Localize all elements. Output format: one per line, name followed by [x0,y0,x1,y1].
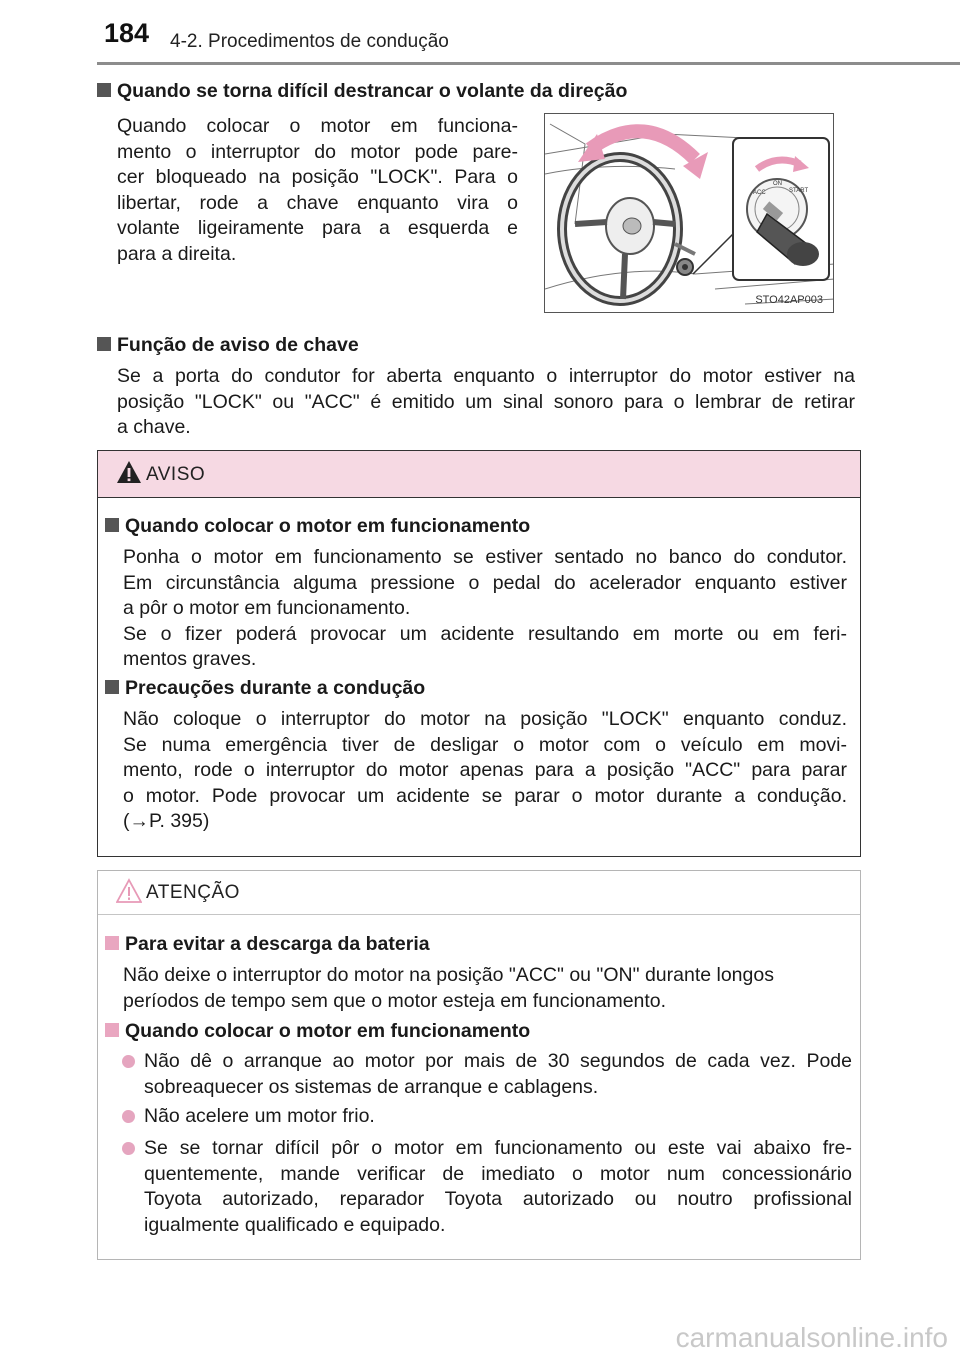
text-line: Não acelere um motor frio. [144,1105,375,1127]
warning-section-2-text [123,707,847,835]
steering-heading: Quando se torna difícil destrancar o volante da direção [97,80,627,103]
text-line: para a direita. [117,242,237,265]
notice-section-1-heading: Para evitar a descarga da bateria [105,933,430,956]
text-line: Não dê o arranque ao motor por mais de 30 segundos de cada vez. Pode [144,1050,852,1072]
text-line: Se numa emergência tiver de desligar o motor com o veículo em movi- [123,733,847,756]
round-bullet-icon [122,1055,135,1068]
key-warning-paragraph [117,364,855,441]
text-line: posição "LOCK" ou "ACC" é emitido um sinal sonoro para o lembrar de retirar [117,390,855,413]
notice-box-title: ATENÇÃO [146,882,240,903]
round-bullet-icon [122,1142,135,1155]
steering-wheel-icon [545,114,834,313]
notice-section-2-heading: Quando colocar o motor em funcionamento [105,1020,530,1043]
square-bullet-icon [97,337,111,351]
warning-box-header [98,451,860,498]
text-line: o motor. Pode provocar um acidente se parar o motor durante a condução. [123,784,847,807]
warning-section-1-heading: Quando colocar o motor em funcionamento [105,515,530,538]
text-line: mento o interruptor do motor pode pare- [117,140,518,163]
text-line: sobreaquecer os sistemas de arranque e cablagens. [144,1075,599,1098]
text-line: Se a porta do condutor for aberta enquanto o interruptor do motor estiver na [117,365,855,387]
notice-box-header [98,871,860,915]
text-line: períodos de tempo sem que o motor esteja em funcionamento. [123,989,667,1012]
text-line: libertar, rode a chave enquanto vira o [117,191,518,214]
text-line: Ponha o motor em funcionamento se estiver sentado no banco do condutor. [123,546,847,568]
text-line: mento, rode o interruptor do motor apenas para a posição "ACC" para parar [123,759,847,781]
notice-bullet-2 [144,1104,852,1130]
text-line: igualmente qualificado e equipado. [144,1213,446,1236]
steering-wheel-illustration [544,113,834,313]
round-bullet-icon [122,1110,135,1123]
text-line: quentemente, mande verificar de imediato o motor num concessionário [144,1162,852,1185]
steering-paragraph [117,114,518,267]
ignition-mark-on: ON [773,181,782,187]
text-line: Não deixe o interruptor do motor na posição "ACC" ou "ON" durante longos [123,964,774,986]
text-line: Se o fizer poderá provocar um acidente resultando em morte ou em feri- [123,622,847,645]
section-title: 4-2. Procedimentos de condução [170,31,449,52]
text-line: Se se tornar difícil pôr o motor em funcionamento ou este vai abaixo fre- [144,1137,852,1159]
warning-triangle-icon [116,459,142,485]
warning-section-1-text [123,545,847,673]
watermark: carmanualsonline.info [675,1322,948,1353]
ignition-mark-start: START [789,188,809,194]
text-line: volante ligeiramente para a esquerda e [117,217,518,239]
text-line: mentos graves. [123,648,257,670]
header-rule [97,62,960,65]
warning-box-title: AVISO [146,464,206,485]
page-header [0,0,960,64]
text-line: a chave. [117,416,191,438]
square-bullet-icon [97,83,111,97]
key-warning-heading: Função de aviso de chave [97,334,359,357]
caution-triangle-icon [116,878,142,904]
square-bullet-icon [105,680,119,694]
notice-section-1-text [123,963,847,1014]
square-bullet-icon [105,936,119,950]
square-bullet-icon [105,518,119,532]
page-number: 184 [104,18,150,48]
text-line: (→P. 395) [123,810,210,832]
notice-bullet-1 [144,1049,852,1100]
text-line: Não coloque o interruptor do motor na posição "LOCK" enquanto conduz. [123,708,847,730]
text-line: cer bloqueado na posição "LOCK". Para o [117,166,518,188]
square-bullet-icon [105,1023,119,1037]
text-line: a pôr o motor em funcionamento. [123,597,411,619]
figure-label: STO42AP003 [755,294,823,306]
text-line: Toyota autorizado, reparador Toyota autorizado ou noutro profissional [144,1188,852,1210]
warning-section-2-heading: Precauções durante a condução [105,677,425,700]
notice-bullet-3 [144,1136,852,1238]
ignition-mark-acc: ACC [753,190,766,196]
text-line: Quando colocar o motor em funciona- [117,115,518,137]
text-line: Em circunstância alguma pressione o pedal do acelerador enquanto estiver [123,571,847,594]
